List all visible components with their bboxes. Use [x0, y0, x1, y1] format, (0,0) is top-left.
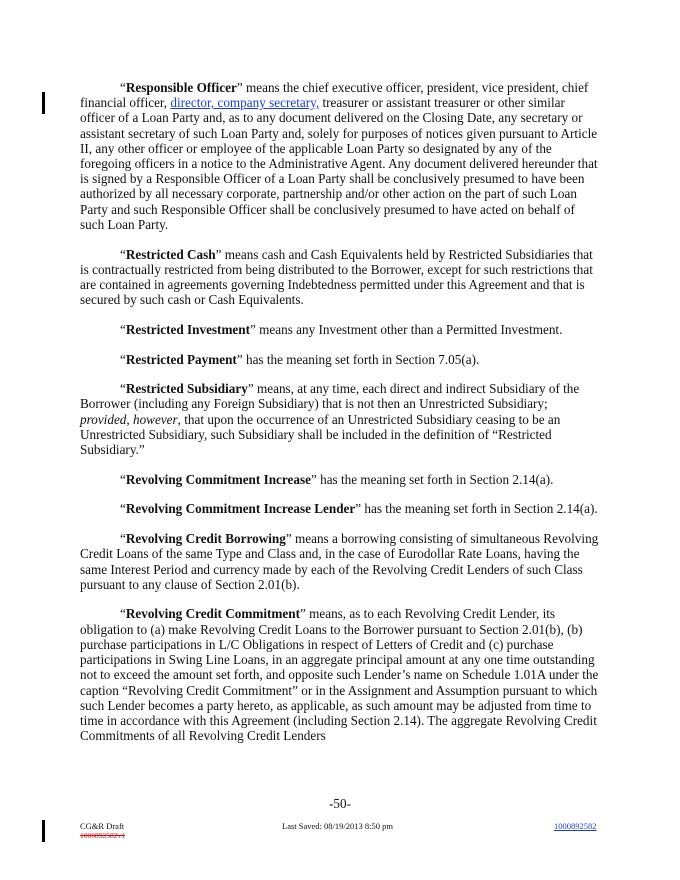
change-bar	[42, 820, 45, 842]
open-quote: “	[120, 501, 126, 517]
open-quote: “	[120, 80, 126, 95]
definition-restricted-investment	[80, 322, 600, 337]
defined-term: Responsible Officer	[125, 80, 237, 95]
definition-text: ” has the meaning set forth in Section 2.14(a).	[310, 471, 554, 487]
open-quote: “	[120, 381, 126, 397]
definition-text: ” means, at any time, each direct and indirect Subsidiary of the Borrower (including any Foreign Subsidiary) that is not then an Unrestricted Subsidiary;	[80, 381, 580, 412]
open-quote: “	[120, 531, 126, 547]
definition-revolving-commitment-increase-lender	[80, 501, 600, 516]
deleted-doc-id: 1000892582v1	[80, 831, 125, 840]
draft-label: CG&R Draft	[80, 821, 125, 831]
defined-term: Revolving Credit Commitment	[125, 606, 300, 622]
definition-restricted-cash	[80, 247, 600, 308]
open-quote: “	[120, 606, 126, 622]
definition-text: ” has the meaning set forth in Section 7.05(a).	[236, 351, 480, 367]
definition-text: ” means, as to each Revolving Credit Lender, its obligation to (a) make Revolving Credit Loans to the Borrower pursuant to Section 2.01(b), (b) purchase participations in L/C Obligations in respect of Letters of Credit and (c) purchase participations in Swing Line Loans, in an aggregate principal amount at any one time outstanding not to exceed the amount set forth, and opposite such Lender’s name on Schedule 1.01A under the caption “Revolving Credit Commitment” or in the Assignment and Assumption pursuant to which such Lender becomes a party hereto, as applicable, as such amount may be adjusted from time to time in accordance with this Agreement (including Section 2.14). The aggregate Revolving Credit Commitments of all Revolving Credit Lenders	[80, 606, 599, 744]
definition-text: ” means the chief executive officer, president, vice president, chief financial officer,	[80, 80, 589, 111]
open-quote: “	[120, 471, 126, 487]
defined-term: Restricted Payment	[125, 351, 237, 367]
open-quote: “	[120, 321, 126, 337]
definition-restricted-payment	[80, 352, 600, 367]
definition-revolving-credit-commitment	[80, 606, 600, 743]
definition-text: ” means a borrowing consisting of simultaneous Revolving Credit Loans of the same Type and Class and, in the case of Eurodollar Rate Loans, having the same Interest Period and currency made by each of the Revolving Credit Lenders of such Class pursuant to any clause of Section 2.01(b).	[80, 531, 599, 592]
defined-term: Revolving Commitment Increase Lender	[125, 501, 356, 517]
change-bar	[42, 92, 45, 114]
definition-revolving-credit-borrowing	[80, 531, 600, 592]
definition-text: ” means cash and Cash Equivalents held by Restricted Subsidiaries that is contractually restricted from being distributed to the Borrower, except for such restrictions that are contained in agreements governing Indebtedness permitted under this Agreement and that is secured by such cash or Cash Equivalents.	[80, 246, 593, 308]
definition-text: ” means any Investment other than a Permitted Investment.	[250, 321, 563, 337]
defined-term: Revolving Credit Borrowing	[125, 531, 286, 547]
definition-text: , that upon the occurrence of an Unrestricted Subsidiary ceasing to be an Unrestricted Subsidiary, such Subsidiary shall be included in the definition of “Restricted Subsidiary.”	[80, 411, 561, 458]
page-number: -50-	[329, 796, 351, 811]
open-quote: “	[120, 351, 126, 367]
definition-revolving-commitment-increase	[80, 472, 600, 487]
definition-restricted-subsidiary	[80, 381, 600, 457]
defined-term: Restricted Investment	[125, 321, 251, 337]
doc-id-link[interactable]: 1000892582	[554, 821, 597, 831]
definition-text: ” has the meaning set forth in Section 2.14(a).	[355, 501, 598, 517]
last-saved-stamp: Last Saved: 08/19/2013 8:50 pm	[282, 821, 393, 831]
italic-proviso: provided, however	[80, 411, 178, 427]
defined-term: Revolving Commitment Increase	[125, 471, 311, 487]
open-quote: “	[120, 246, 126, 262]
defined-term: Restricted Cash	[125, 246, 216, 262]
inserted-text-link[interactable]: director, company secretary,	[170, 95, 320, 111]
document-body	[80, 80, 600, 758]
definition-responsible-officer	[80, 80, 600, 232]
footer-draft-block	[80, 821, 125, 841]
definition-text: treasurer or assistant treasurer or other similar officer of a Loan Party and, as to any document delivered on the Closing Date, any secretary or assistant secretary of such Loan Party and, solely for purposes of notices given pursuant to Article II, any other officer or employee of the applicable Loan Party so designated by any of the foregoing officers in a notice to the Administrative Agent. Any document delivered hereunder that is signed by a Responsible Officer of a Loan Party shall be conclusively presumed to have been authorized by all necessary corporate, partnership and/or other action on the part of such Loan Party and such Responsible Officer shall be conclusively presumed to have acted on behalf of such Loan Party.	[80, 95, 598, 232]
defined-term: Restricted Subsidiary	[125, 381, 248, 397]
